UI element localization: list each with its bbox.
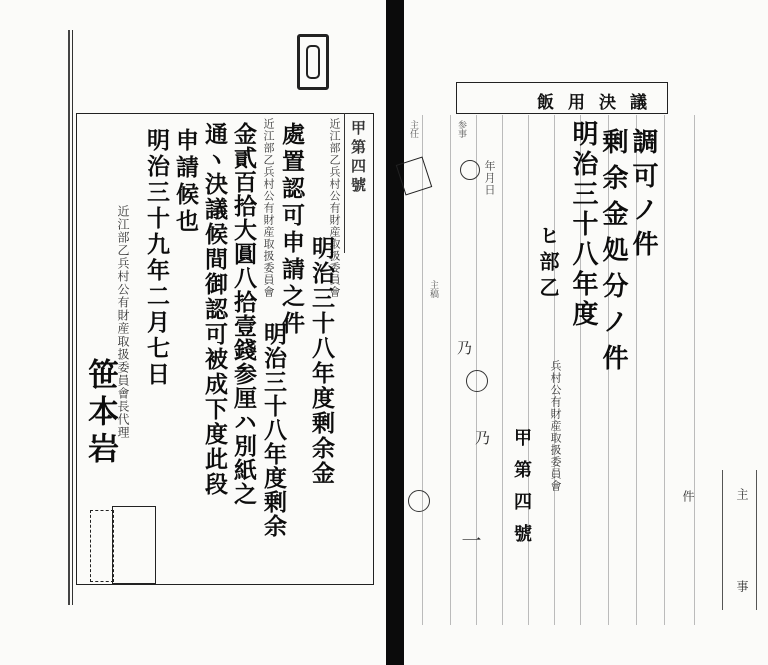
signature: 笹本岩 [82, 358, 118, 469]
round-seal-1 [466, 370, 488, 392]
org-line-1: 近江部乙兵村公有財産取扱委員會 [328, 118, 341, 298]
right-document-page: 飯用決議 主任 主稿 参事 調可ノ件 剰余金処分ノ件 明治三十八年度 兵村公有財産取扱委員會 ヒ部乙 甲第四號 年月日 乃 乃 一 件 主 事 [404, 0, 768, 665]
date-column: 明治三十九年二月七日 [143, 128, 170, 388]
bottom-mark-2: 事 [735, 580, 749, 593]
org-line-2: 近江部乙兵村公有財産取扱委員會 [262, 118, 275, 298]
right-column-3: 明治三十八年度 [568, 120, 598, 330]
header-number: 甲第四號 [349, 120, 367, 196]
body-column-3: 通ヽ決議候間御認可被成下度此段 [201, 122, 228, 497]
right-column-2: 剰余金処分ノ件 [598, 128, 628, 380]
body-column-4: 申請候也 [172, 128, 199, 236]
right-column-6: 甲第四號 [511, 428, 532, 556]
round-seal-3 [460, 160, 480, 180]
right-column-1: 調可ノ件 [628, 128, 658, 264]
right-column-5: ヒ部乙 [536, 225, 560, 303]
round-seal-2 [408, 490, 430, 512]
body-column-2: 金貳百拾大圓八拾壹錢参厘ハ別紙之 [230, 122, 257, 506]
name-seal [90, 510, 114, 582]
margin-note: 件 [681, 490, 695, 503]
tab-label-box [456, 82, 668, 114]
tab-label: 飯用決議 [537, 93, 661, 113]
right-column-4: 兵村公有財産取扱委員會 [549, 360, 562, 492]
subject-line-1: 明治三十八年度剰余金 [308, 236, 335, 486]
bottom-mark-1: 主 [735, 488, 749, 501]
signature-seal [112, 506, 156, 584]
subject-line-2: 處置認可申請之件 [278, 122, 305, 338]
book-spine [386, 0, 404, 665]
body-column-1: 明治三十八年度剰余 [260, 322, 287, 538]
org-line-3: 近江部乙兵村公有財産取扱委員會長代理 [116, 205, 130, 439]
top-stamp [297, 34, 329, 90]
